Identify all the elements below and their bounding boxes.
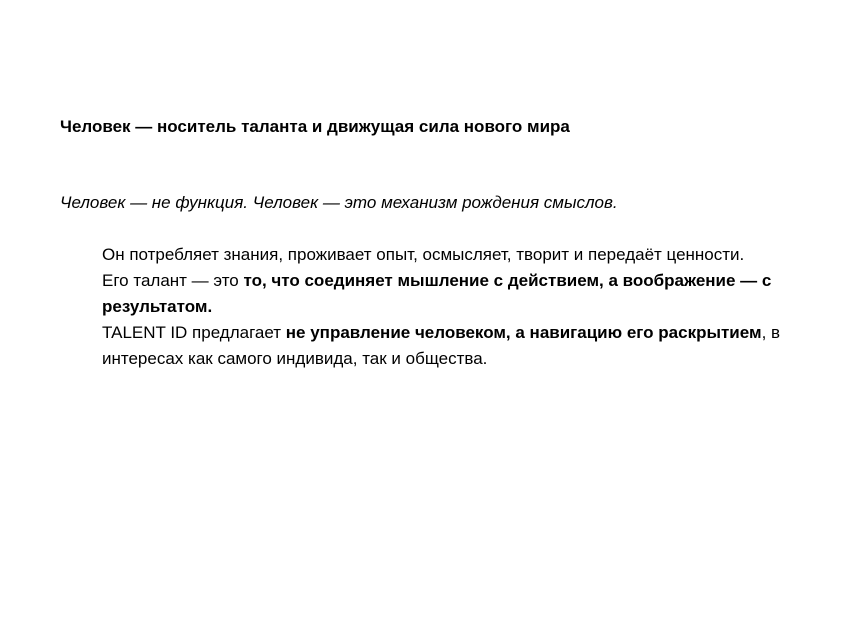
- body-text-block: [102, 242, 782, 372]
- paragraph-talent-emphasis: то, что соединяет мышление с действием, а воображение — с результатом.: [102, 271, 772, 316]
- paragraph-talent-id-emphasis: не управление человеком, а навигацию его раскрытием: [285, 323, 762, 342]
- slide-heading: Человек — носитель таланта и движущая сила нового мира: [60, 117, 570, 136]
- paragraph-talent-id: [102, 320, 782, 372]
- paragraph-talent-intro: Его талант — это: [102, 271, 244, 290]
- paragraph-talent: [102, 268, 782, 320]
- paragraph-talent-id-ending: , в интересах как самого индивида, так и общества.: [102, 323, 781, 368]
- paragraph-talent-id-intro: TALENT ID предлагает: [102, 323, 286, 342]
- slide-subtitle: Человек — не функция. Человек — это механизм рождения смыслов.: [60, 193, 618, 212]
- paragraph-knowledge: Он потребляет знания, проживает опыт, осмысляет, творит и передаёт ценности.: [102, 245, 745, 264]
